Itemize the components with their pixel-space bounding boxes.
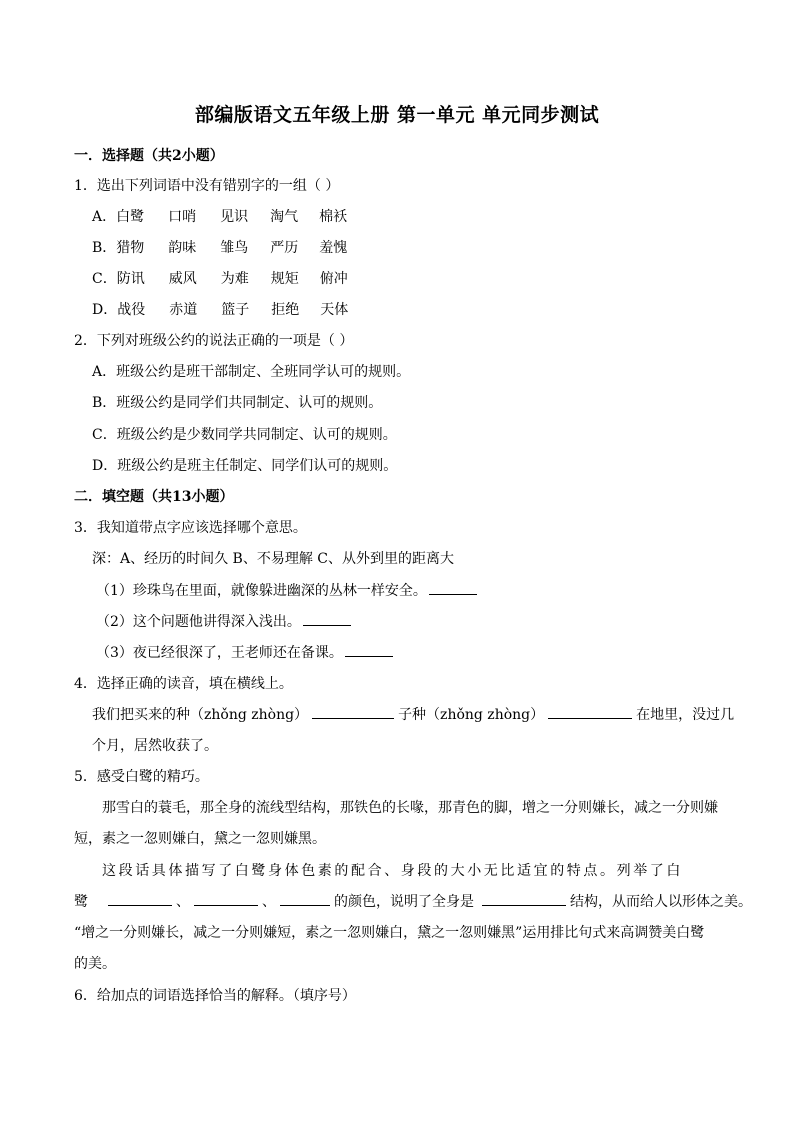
option-word: 俯冲 — [319, 271, 348, 287]
sentence-text: 在地里，没过几 — [636, 707, 735, 723]
question-4-sentence-line2: 个月，居然收获了。 — [92, 738, 218, 754]
question-5-analysis-line3: “增之一分则嫌长，减之一分则嫌短，素之一忽则嫌白，黛之一忽则嫌黑”运用排比句式来高调赞美白鹭 — [74, 925, 705, 941]
option-word: 赤道 — [169, 302, 198, 318]
option-word: 见识 — [220, 209, 249, 225]
page-title: 部编版语文五年级上册 第一单元 单元同步测试 — [194, 104, 600, 126]
question-2-option-a: A．班级公约是班干部制定、全班同学认可的规则。 — [92, 364, 411, 380]
answer-blank[interactable] — [194, 891, 258, 906]
option-word: 防讯 — [116, 271, 145, 287]
item-text: （3）夜已经很深了，王老师还在备课。 — [96, 645, 343, 661]
question-3-item-1 — [96, 580, 481, 600]
answer-blank[interactable] — [482, 891, 566, 906]
option-word: 棉袄 — [319, 209, 348, 225]
question-1-option-a — [92, 206, 347, 226]
analysis-text: 的颜色，说明了全身是 — [334, 894, 474, 910]
option-word: 白鹭 — [116, 209, 145, 225]
option-word: 韵味 — [168, 240, 197, 256]
option-label: B． — [92, 240, 117, 256]
question-2-option-c: C．班级公约是少数同学共同制定、认可的规则。 — [92, 427, 397, 443]
sentence-text: 我们把买来的种（zhǒng zhòng） — [92, 707, 309, 723]
question-5-passage-line2: 短，素之一忽则嫌白，黛之一忽则嫌黑。 — [74, 831, 326, 847]
option-word: 规矩 — [270, 271, 299, 287]
question-5-analysis-line4: 的美。 — [74, 956, 116, 972]
item-text: （1）珍珠鸟在里面，就像躲进幽深的丛林一样安全。 — [96, 583, 427, 599]
option-word: 篮子 — [221, 302, 250, 318]
analysis-text: 鹭 — [74, 894, 88, 910]
option-word: 淘气 — [270, 209, 299, 225]
answer-blank[interactable] — [108, 891, 172, 906]
question-2-option-d: D．班级公约是班主任制定、同学们认可的规则。 — [92, 458, 398, 474]
analysis-text: 、 — [262, 894, 276, 910]
section-heading-choice: 一．选择题（共2小题） — [74, 148, 224, 164]
question-4-stem: 4．选择正确的读音，填在横线上。 — [74, 676, 293, 692]
question-6-stem: 6．给加点的词语选择恰当的解释。（填序号） — [74, 988, 356, 1004]
option-word: 猎物 — [116, 240, 145, 256]
option-word: 雏鸟 — [220, 240, 249, 256]
analysis-text: 结构，从而给人以形体之美。 — [570, 894, 752, 910]
question-5-analysis-line1: 这段话具体描写了白鹭身体色素的配合、身段的大小无比适宜的特点。列举了白 — [102, 863, 683, 879]
answer-blank[interactable] — [429, 580, 477, 595]
option-word: 天体 — [320, 302, 349, 318]
option-label: C． — [92, 271, 117, 287]
answer-blank[interactable] — [312, 704, 394, 719]
question-3-item-3 — [96, 642, 397, 662]
option-word: 严历 — [270, 240, 299, 256]
question-5-passage-line1: 那雪白的蓑毛，那全身的流线型结构，那铁色的长喙，那青色的脚，增之一分则嫌长，减之一分则嫌 — [102, 800, 718, 816]
question-3-item-2 — [96, 611, 355, 631]
question-2-option-b: B．班级公约是同学们共同制定、认可的规则。 — [92, 395, 383, 411]
answer-blank[interactable] — [280, 891, 330, 906]
option-label: D． — [92, 302, 118, 318]
question-3-definitions: 深：A、经历的时间久 B、不易理解 C、从外到里的距离大 — [92, 551, 455, 567]
sentence-text: 子种（zhǒng zhòng） — [398, 707, 545, 723]
item-text: （2）这个问题他讲得深入浅出。 — [96, 614, 301, 630]
question-4-sentence-line1 — [92, 704, 734, 724]
option-word: 羞愧 — [319, 240, 348, 256]
question-3-stem: 3．我知道带点字应该选择哪个意思。 — [74, 520, 307, 536]
question-5-analysis-line2 — [74, 891, 752, 911]
answer-blank[interactable] — [303, 611, 351, 626]
question-1-option-b — [92, 237, 347, 257]
option-word: 为难 — [220, 271, 249, 287]
option-label: A． — [92, 209, 117, 225]
question-5-stem: 5．感受白鹭的精巧。 — [74, 769, 209, 785]
question-1-stem: 1．选出下列词语中没有错别字的一组（ ） — [74, 178, 340, 194]
option-word: 威风 — [168, 271, 197, 287]
answer-blank[interactable] — [345, 642, 393, 657]
option-word: 战役 — [117, 302, 146, 318]
analysis-text: 、 — [176, 894, 190, 910]
question-2-stem: 2．下列对班级公约的说法正确的一项是（ ） — [74, 333, 354, 349]
question-1-option-c — [92, 268, 348, 288]
answer-blank[interactable] — [548, 704, 632, 719]
option-word: 拒绝 — [271, 302, 300, 318]
option-word: 口哨 — [168, 209, 197, 225]
question-1-option-d — [92, 299, 348, 319]
section-heading-fill: 二．填空题（共13小题） — [74, 489, 234, 505]
